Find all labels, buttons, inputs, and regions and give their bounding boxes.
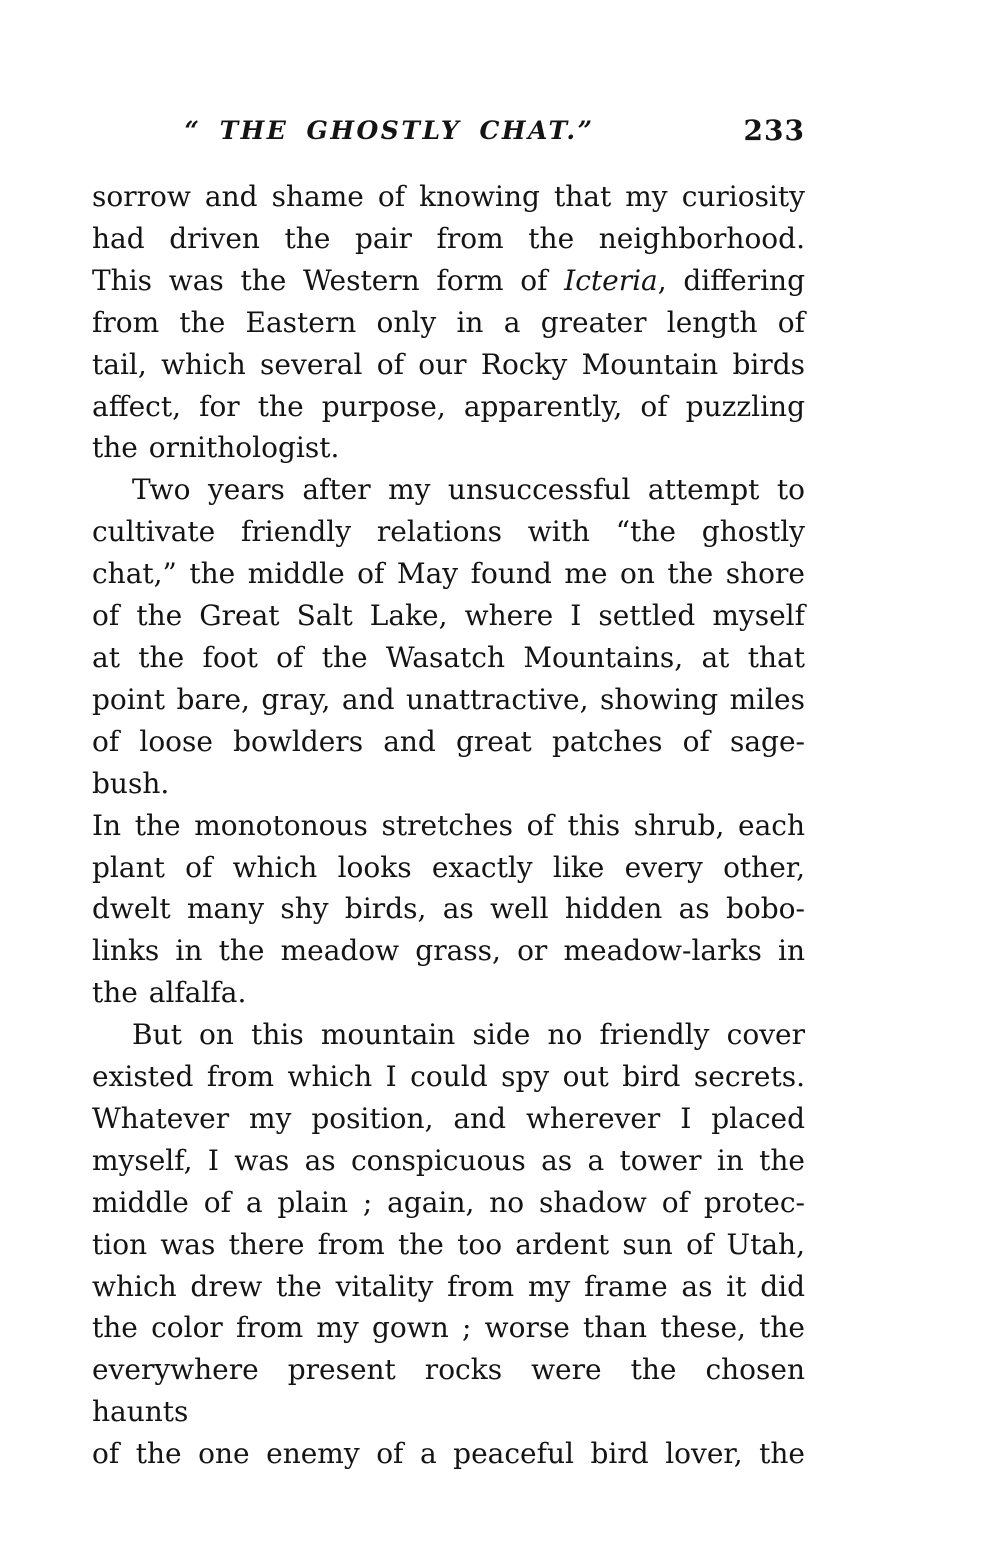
text-line: This was the Western form of Icteria, differing (92, 263, 805, 297)
text-line: plant of which looks exactly like every other, (92, 850, 805, 884)
text-line: tail, which several of our Rocky Mountain birds (92, 347, 805, 381)
page-header (92, 116, 805, 150)
text-line: everywhere present rocks were the chosen haunts (92, 1353, 805, 1429)
paragraph (92, 176, 805, 469)
text-line: But on this mountain side no friendly cover (132, 1018, 805, 1052)
page-number: 233 (743, 114, 805, 147)
text-line: cultivate friendly relations with “the ghostly (92, 515, 805, 549)
text-line: of loose bowlders and great patches of sage-bush. (92, 724, 805, 800)
text-line: of the one enemy of a peaceful bird lover, the (92, 1437, 805, 1471)
text-line: from the Eastern only in a greater length of (92, 305, 805, 339)
text-line: dwelt many shy birds, as well hidden as bobo- (92, 892, 805, 926)
text-line: at the foot of the Wasatch Mountains, at that (92, 640, 805, 674)
body-text (92, 176, 805, 1475)
paragraph (92, 1014, 805, 1475)
text-line: had driven the pair from the neighborhood. (92, 221, 805, 255)
text-line: links in the meadow grass, or meadow-larks in (92, 934, 805, 968)
text-line: Whatever my position, and wherever I placed (92, 1101, 805, 1135)
text-line: the ornithologist. (92, 431, 340, 465)
paragraph (92, 469, 805, 1014)
text-line: Two years after my unsuccessful attempt to (132, 473, 805, 507)
text-line: the color from my gown ; worse than these, the (92, 1311, 805, 1345)
text-line: In the monotonous stretches of this shrub, each (92, 808, 805, 842)
text-line: middle of a plain ; again, no shadow of protec- (92, 1185, 805, 1219)
text-line: chat,” the middle of May found me on the shore (92, 557, 805, 591)
text-line: point bare, gray, and unattractive, showing miles (92, 682, 805, 716)
text-line: of the Great Salt Lake, where I settled myself (92, 599, 805, 633)
text-line: sorrow and shame of knowing that my curiosity (92, 180, 805, 213)
text-line: the alfalfa. (92, 976, 247, 1010)
text-line: myself, I was as conspicuous as a tower in the (92, 1143, 805, 1177)
text-line: affect, for the purpose, apparently, of puzzling (92, 389, 805, 423)
running-head-title: “ THE GHOSTLY CHAT.” (184, 116, 595, 145)
text-line: tion was there from the too ardent sun of Utah, (92, 1227, 805, 1261)
text-line: which drew the vitality from my frame as it did (92, 1269, 805, 1303)
text-line: existed from which I could spy out bird secrets. (92, 1060, 805, 1094)
